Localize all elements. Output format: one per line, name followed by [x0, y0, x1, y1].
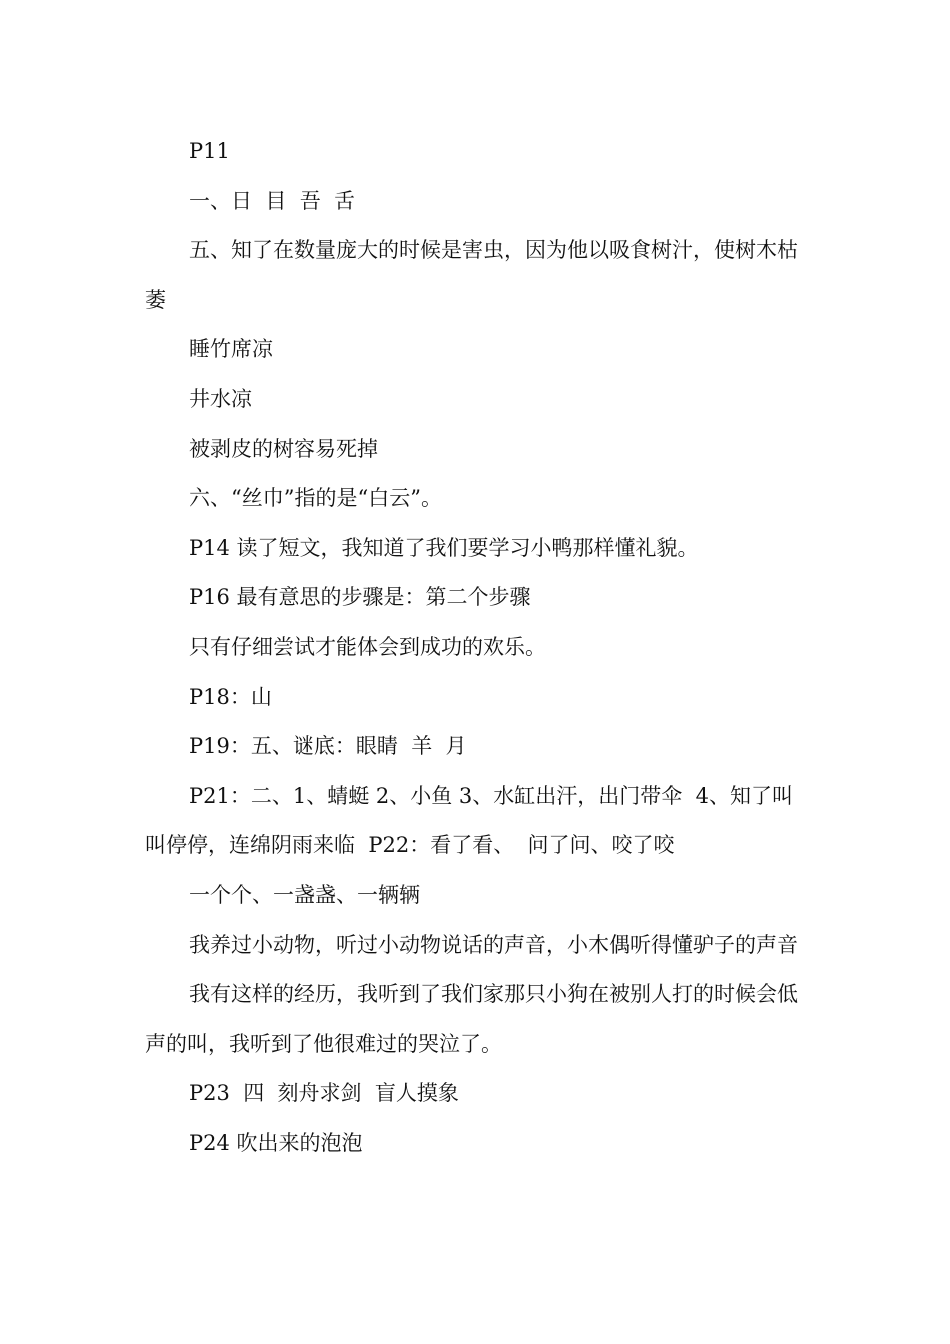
paragraph-p24: P24 吹出来的泡泡 — [189, 1130, 363, 1155]
paragraph-p19: P19：五、谜底：眼睛 羊 月 — [189, 734, 467, 759]
paragraph-line: 睡竹席凉 — [189, 337, 273, 362]
document-body — [145, 127, 810, 1168]
paragraph-line: 一个个、一盏盏、一辆辆 — [189, 882, 420, 907]
paragraph-line: 被剥皮的树容易死掉 — [189, 436, 378, 461]
paragraph-answer-1: 一、日 目 吾 舌 — [189, 188, 356, 213]
paragraph-line: 我养过小动物，听过小动物说话的声音，小木偶听得懂驴子的声音 — [189, 932, 798, 957]
paragraph-p11: P11 — [189, 139, 230, 163]
paragraph-p16: P16 最有意思的步骤是：第二个步骤 — [189, 585, 531, 610]
paragraph-line: 井水凉 — [189, 386, 252, 411]
paragraph-p14: P14 读了短文，我知道了我们要学习小鸭那样懂礼貌。 — [189, 535, 699, 560]
paragraph-answer-5: 五、知了在数量庞大的时候是害虫，因为他以吸食树汁，使树木枯萎 — [145, 238, 798, 312]
paragraph-p21: P21：二、1、蜻蜓 2、小鱼 3、水缸出汗，出门带伞 4、知了叫叫停停，连绵阴雨来临 P22：看了看、 问了问、咬了咬 — [145, 783, 793, 858]
paragraph-p18: P18：山 — [189, 684, 272, 709]
paragraph-p23: P23 四 刻舟求剑 盲人摸象 — [189, 1081, 459, 1106]
paragraph-answer-6: 六、“丝巾”指的是“白云”。 — [189, 486, 442, 511]
paragraph-line: 只有仔细尝试才能体会到成功的欢乐。 — [189, 634, 546, 659]
paragraph-line: 我有这样的经历，我听到了我们家那只小狗在被别人打的时候会低声的叫，我听到了他很难过的哭泣了。 — [145, 982, 798, 1056]
